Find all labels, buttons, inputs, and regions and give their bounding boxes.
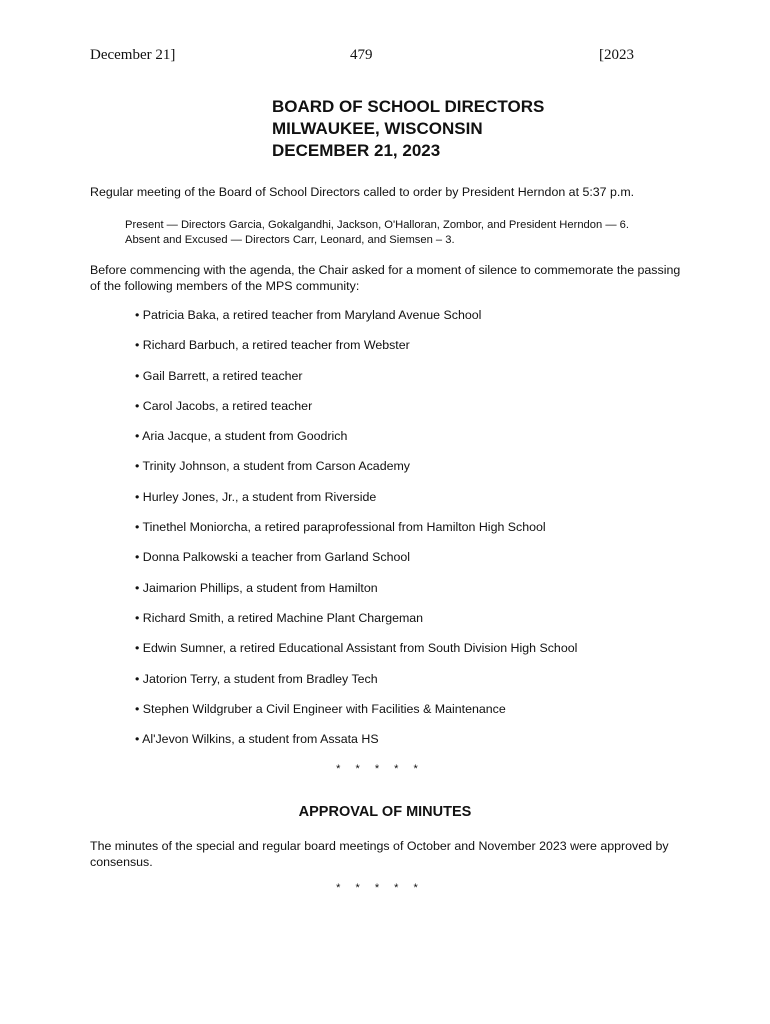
list-item: • Stephen Wildgruber a Civil Engineer with Facilities & Maintenance <box>135 701 506 716</box>
list-item: • Edwin Sumner, a retired Educational Assistant from South Division High School <box>135 641 578 656</box>
list-item: • Jatorion Terry, a student from Bradley Tech <box>135 671 378 686</box>
header-date-left: December 21] <box>90 47 176 63</box>
title-date: DECEMBER 21, 2023 <box>272 141 441 160</box>
list-item: • Al'Jevon Wilkins, a student from Assata HS <box>135 732 379 747</box>
running-header <box>90 47 634 67</box>
approval-text: The minutes of the special and regular board meetings of October and November 2023 were approved by consensus. <box>90 839 669 869</box>
list-item: • Tinethel Moniorcha, a retired paraprofessional from Hamilton High School <box>135 520 546 535</box>
list-item: • Carol Jacobs, a retired teacher <box>135 398 313 413</box>
call-to-order-text: Regular meeting of the Board of School Directors called to order by President Herndon at 5:37 p.m. <box>90 185 635 199</box>
list-item: • Richard Barbuch, a retired teacher from Webster <box>135 338 410 353</box>
list-item: • Richard Smith, a retired Machine Plant Chargeman <box>135 610 424 625</box>
list-item: • Jaimarion Phillips, a student from Hamilton <box>135 580 378 595</box>
list-item: • Trinity Johnson, a student from Carson Academy <box>135 459 410 474</box>
list-item: • Patricia Baka, a retired teacher from Maryland Avenue School <box>135 308 482 322</box>
absent-line: Absent and Excused — Directors Carr, Leonard, and Siemsen – 3. <box>125 233 455 246</box>
moment-of-silence-text: Before commencing with the agenda, the Chair asked for a moment of silence to commemorate the passing of the following members of the MPS community: <box>90 263 681 293</box>
list-item: • Gail Barrett, a retired teacher <box>135 368 303 383</box>
title-city: MILWAUKEE, WISCONSIN <box>272 119 483 138</box>
section-separator: * * * * * <box>336 763 424 775</box>
document-title <box>272 96 544 162</box>
header-year-right: [2023 <box>599 47 634 63</box>
title-board: BOARD OF SCHOOL DIRECTORS <box>272 97 545 116</box>
page-number: 479 <box>350 47 373 63</box>
list-item: • Hurley Jones, Jr., a student from Riverside <box>135 489 377 504</box>
present-line: Present — Directors Garcia, Gokalgandhi, Jackson, O'Halloran, Zombor, and President Herndon — 6. <box>125 219 629 231</box>
memorial-list <box>135 307 577 761</box>
approval-heading: APPROVAL OF MINUTES <box>298 804 472 820</box>
list-item: • Donna Palkowski a teacher from Garland School <box>135 550 411 565</box>
list-item: • Aria Jacque, a student from Goodrich <box>135 429 348 444</box>
section-separator: * * * * * <box>336 882 424 894</box>
attendance-block <box>125 218 685 247</box>
